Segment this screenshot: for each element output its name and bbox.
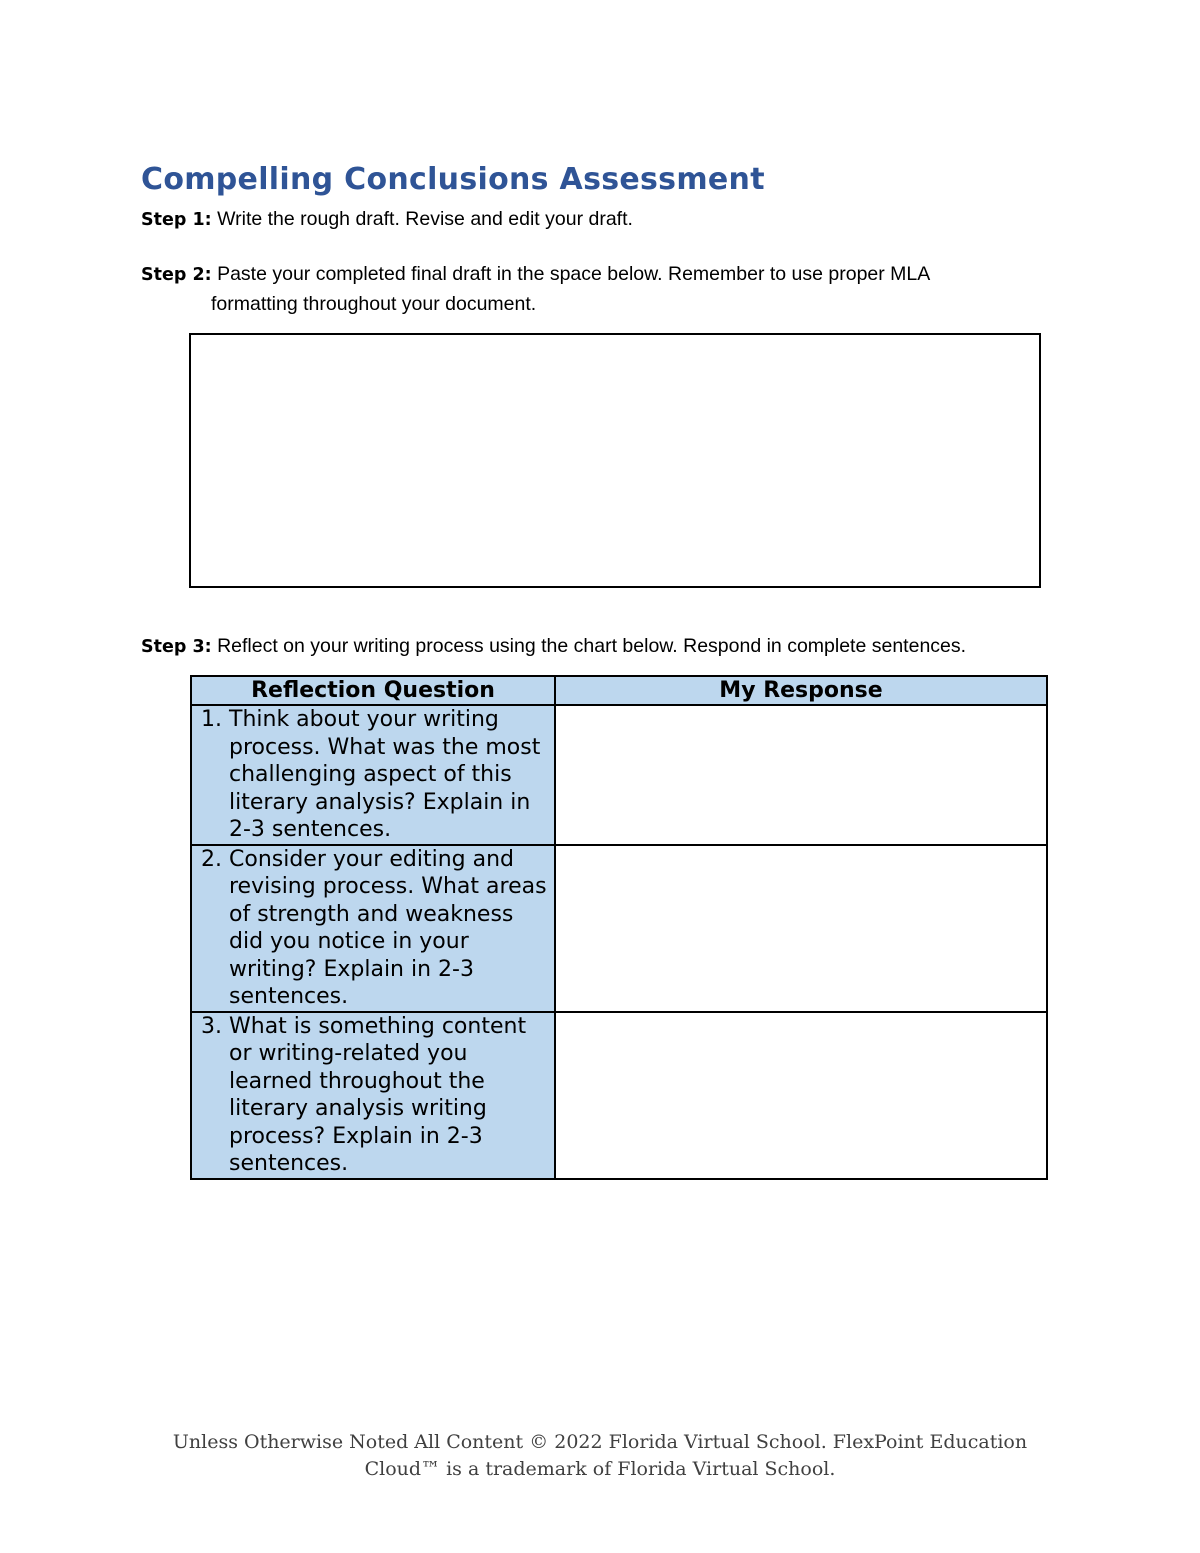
table-header-row	[191, 676, 1047, 705]
response-cell[interactable]	[555, 845, 1047, 1012]
final-draft-box[interactable]	[189, 333, 1041, 588]
table-row	[191, 845, 1047, 1012]
step-2-label: Step 2:	[141, 265, 212, 285]
question-number: 1.	[201, 707, 222, 732]
step-3-text: Reflect on your writing process using the chart below. Respond in complete sentences.	[217, 635, 967, 657]
step-3-label: Step 3:	[141, 637, 212, 657]
step-2-text-line2: formatting throughout your document.	[211, 293, 537, 315]
question-text: Consider your editing and revising process. What areas of strength and weakness did you notice in your writing? Explain in 2-3 sentences.	[229, 846, 547, 1009]
reflection-table	[190, 675, 1048, 1180]
footer-line-2: Cloud™ is a trademark of Florida Virtual School.	[364, 1458, 836, 1480]
question-cell	[191, 1012, 555, 1179]
response-cell[interactable]	[555, 705, 1047, 845]
step-1-text: Write the rough draft. Revise and edit your draft.	[217, 208, 633, 230]
copyright-footer	[0, 1429, 1200, 1483]
response-cell[interactable]	[555, 1012, 1047, 1179]
step-2-instruction	[141, 260, 930, 319]
question-text: What is something content or writing-related you learned throughout the literary analysis writing process? Explain in 2-3 sentences.	[229, 1013, 527, 1176]
question-text: Think about your writing process. What was the most challenging aspect of this literary analysis? Explain in 2-3 sentences.	[229, 707, 541, 842]
footer-line-1: Unless Otherwise Noted All Content © 2022 Florida Virtual School. FlexPoint Education	[172, 1431, 1028, 1453]
header-my-response: My Response	[555, 676, 1047, 705]
table-row	[191, 705, 1047, 845]
step-2-text-line1: Paste your completed final draft in the space below. Remember to use proper MLA	[217, 263, 931, 285]
question-number: 2.	[201, 846, 222, 872]
step-1-instruction	[141, 205, 633, 235]
question-number: 3.	[201, 1013, 222, 1039]
question-cell	[191, 845, 555, 1012]
question-cell	[191, 705, 555, 845]
step-1-label: Step 1:	[141, 210, 212, 230]
table-row	[191, 1012, 1047, 1179]
header-reflection-question: Reflection Question	[191, 676, 555, 705]
page-title: Compelling Conclusions Assessment	[141, 162, 765, 197]
step-3-instruction	[141, 632, 966, 662]
